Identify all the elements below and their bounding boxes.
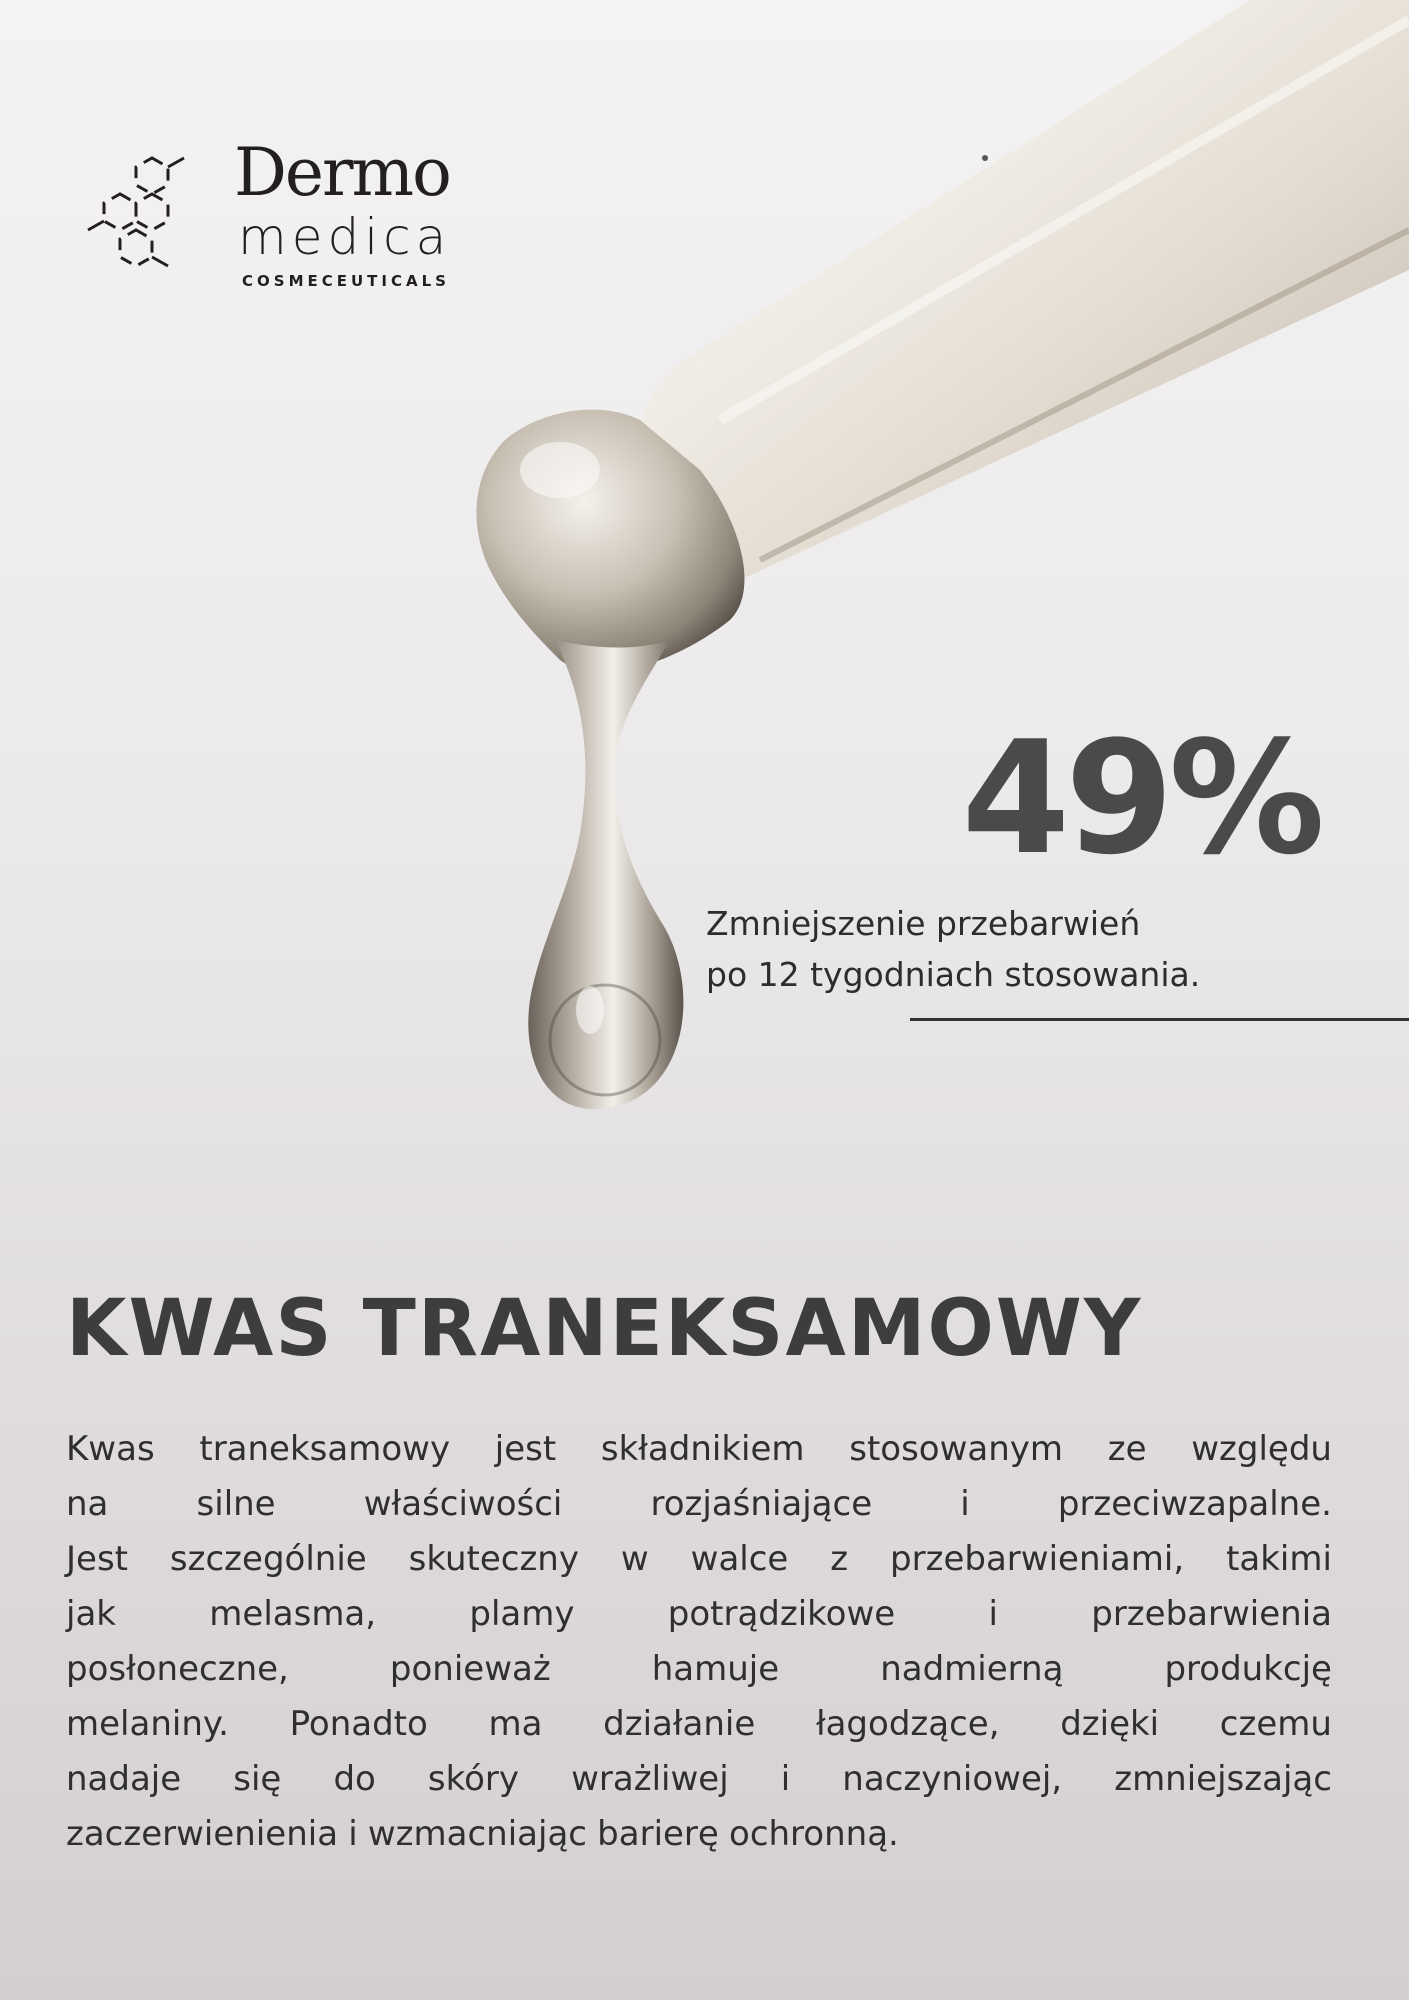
body-word: ochronną. xyxy=(729,1814,899,1854)
hexagon-molecule-icon xyxy=(78,154,208,284)
body-word: względu xyxy=(1191,1429,1332,1469)
body-word: wrażliwej xyxy=(571,1759,729,1799)
body-word: z xyxy=(830,1539,849,1579)
body-word: do xyxy=(333,1759,376,1799)
body-word: ze xyxy=(1107,1429,1147,1469)
body-word: wzmacniając xyxy=(367,1814,587,1854)
body-word: przebarwienia xyxy=(1091,1594,1332,1634)
divider-line xyxy=(910,1018,1409,1021)
body-word: takimi xyxy=(1226,1539,1332,1579)
body-word: skuteczny xyxy=(408,1539,579,1579)
body-word: posłoneczne, xyxy=(66,1649,289,1689)
page-title: KWAS TRANEKSAMOWY xyxy=(66,1284,1143,1374)
body-word: składnikiem xyxy=(600,1429,805,1469)
body-line xyxy=(66,1807,1332,1862)
body-line xyxy=(66,1422,1332,1477)
body-word: jak xyxy=(66,1594,116,1634)
body-word: się xyxy=(233,1759,282,1799)
body-word: ma xyxy=(488,1704,543,1744)
body-word: i xyxy=(960,1484,970,1524)
body-line xyxy=(66,1477,1332,1532)
body-word: zmniejszając xyxy=(1114,1759,1332,1799)
stat-caption-line: po 12 tygodniach stosowania. xyxy=(706,955,1201,994)
brand-logo xyxy=(78,134,498,300)
body-word: traneksamowy xyxy=(199,1429,451,1469)
stat-caption xyxy=(706,898,1266,1000)
body-word: Ponadto xyxy=(289,1704,428,1744)
body-line xyxy=(66,1642,1332,1697)
body-word: ponieważ xyxy=(389,1649,551,1689)
body-word: naczyniowej, xyxy=(842,1759,1063,1799)
body-word: melasma, xyxy=(209,1594,377,1634)
body-word: rozjaśniające xyxy=(650,1484,873,1524)
stat-caption-line: Zmniejszenie przebarwień xyxy=(706,904,1141,943)
body-line xyxy=(66,1697,1332,1752)
body-word: w xyxy=(620,1539,649,1579)
body-word: i xyxy=(780,1759,791,1799)
body-word: potrądzikowe xyxy=(667,1594,896,1634)
stat-value: 49% xyxy=(961,707,1320,889)
body-word: przeciwzapalne. xyxy=(1057,1484,1332,1524)
body-word: produkcję xyxy=(1164,1649,1332,1689)
body-word: szczególnie xyxy=(169,1539,367,1579)
body-word: łagodzące, xyxy=(815,1704,1000,1744)
body-word: właściwości xyxy=(363,1484,563,1524)
body-word: walce xyxy=(690,1539,789,1579)
body-word: melaniny. xyxy=(66,1704,229,1744)
body-word: działanie xyxy=(603,1704,756,1744)
brand-tagline: COSMECEUTICALS xyxy=(242,272,450,290)
body-word: Jest xyxy=(66,1539,128,1579)
body-line xyxy=(66,1587,1332,1642)
body-paragraph xyxy=(66,1422,1332,1862)
brand-name-line1: Dermo xyxy=(234,134,450,211)
body-word: i xyxy=(348,1814,358,1854)
body-word: czemu xyxy=(1219,1704,1332,1744)
body-word: barierę xyxy=(597,1814,719,1854)
body-word: przebarwieniami, xyxy=(890,1539,1185,1579)
body-word: silne xyxy=(196,1484,276,1524)
body-line xyxy=(66,1752,1332,1807)
body-line xyxy=(66,1532,1332,1587)
body-word: zaczerwienienia xyxy=(66,1814,339,1854)
body-word: plamy xyxy=(469,1594,575,1634)
body-word: na xyxy=(66,1484,109,1524)
body-word: dzięki xyxy=(1060,1704,1160,1744)
body-word: nadaje xyxy=(66,1759,182,1799)
body-word: skóry xyxy=(427,1759,520,1799)
body-word: Kwas xyxy=(66,1429,155,1469)
body-word: i xyxy=(988,1594,998,1634)
brand-name-line2: medica xyxy=(238,208,452,266)
body-word: jest xyxy=(494,1429,557,1469)
body-word: nadmierną xyxy=(880,1649,1064,1689)
body-word: hamuje xyxy=(651,1649,780,1689)
body-word: stosowanym xyxy=(849,1429,1064,1469)
